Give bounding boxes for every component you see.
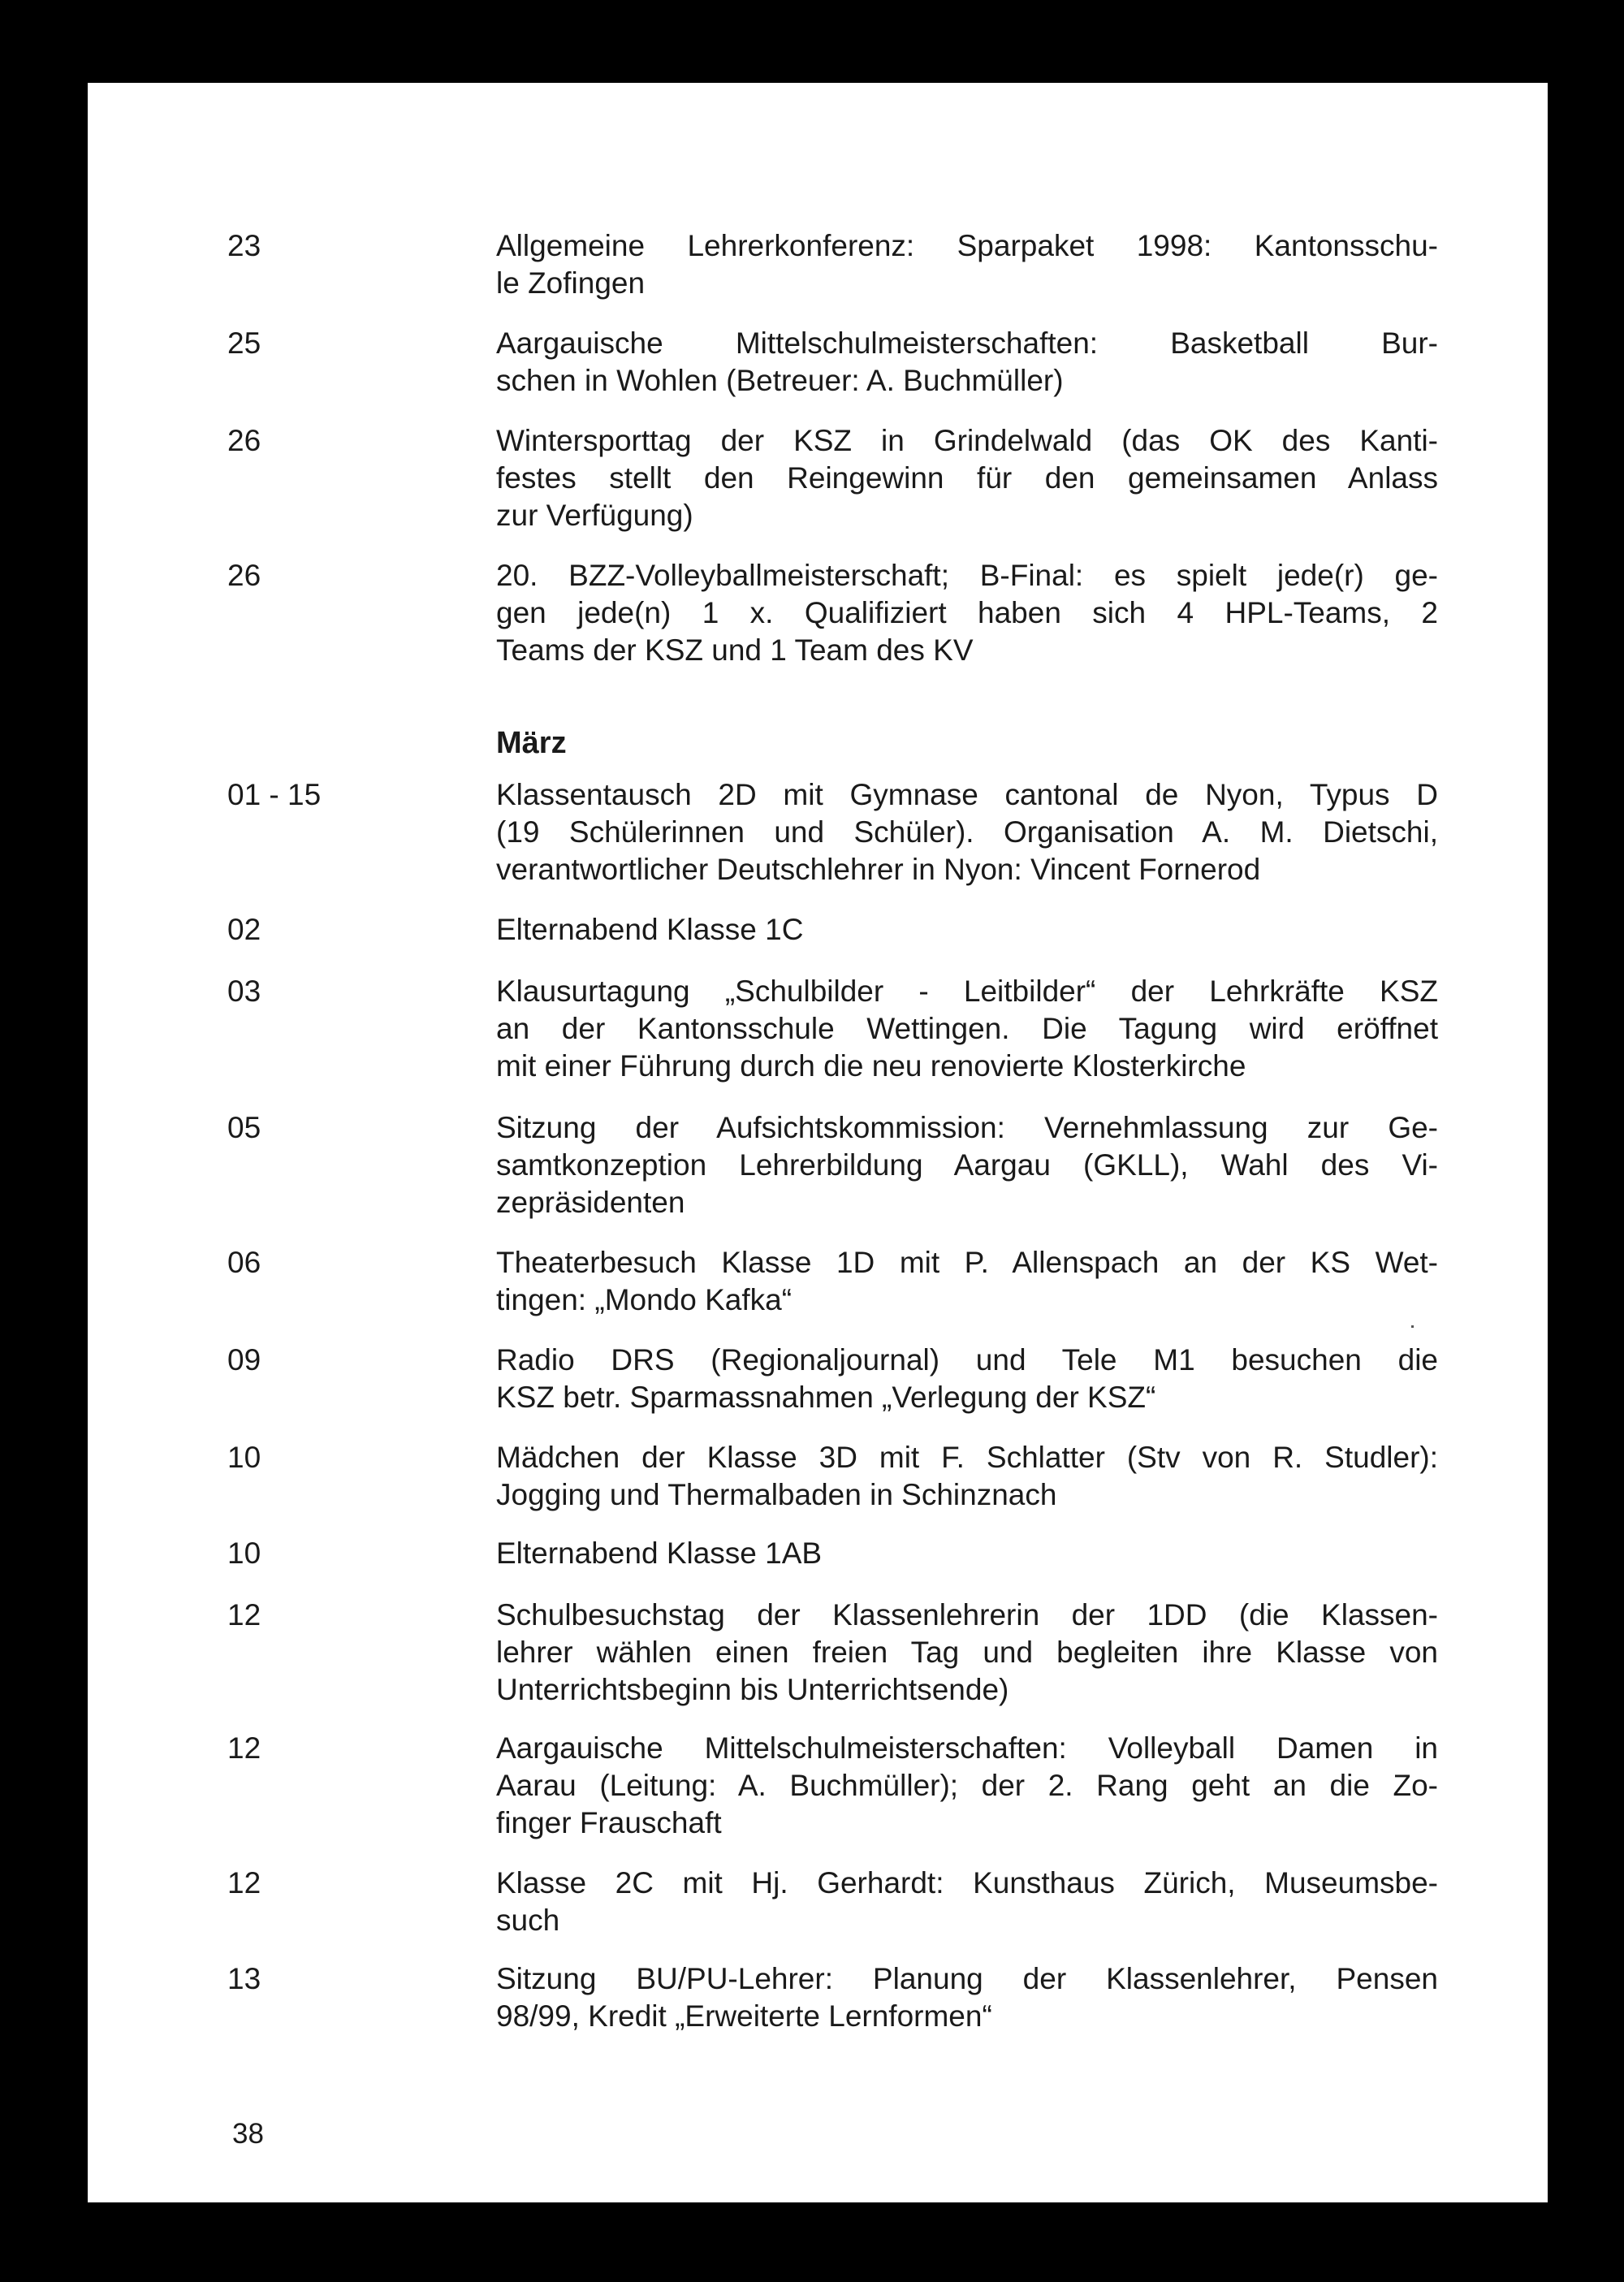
- entry-description: [496, 325, 1438, 400]
- entry-description: [496, 227, 1438, 302]
- entry-line: Schulbesuchstag der Klassenlehrerin der 1DD (die Klassen-: [496, 1598, 1438, 1632]
- entry-description: [496, 1597, 1438, 1709]
- entry-description: [496, 1730, 1438, 1842]
- entry-date: 12: [227, 1731, 261, 1765]
- entry-line: festes stellt den Reingewinn für den gemeinsamen Anlass: [496, 461, 1438, 495]
- entry-date: 06: [227, 1246, 261, 1279]
- entry-description: [496, 1865, 1438, 1939]
- entry-line: Radio DRS (Regionaljournal) und Tele M1 besuchen die: [496, 1343, 1438, 1377]
- entry-date: 12: [227, 1598, 261, 1632]
- entry-line: Wintersporttag der KSZ in Grindelwald (das OK des Kanti-: [496, 424, 1438, 457]
- entry-line: Elternabend Klasse 1C: [496, 913, 804, 946]
- entry-date: 02: [227, 913, 261, 946]
- entry-date: 10: [227, 1536, 261, 1570]
- entry-date: 10: [227, 1441, 261, 1474]
- entry-description: [496, 973, 1438, 1085]
- entry-line: KSZ betr. Sparmassnahmen „Verlegung der KSZ“: [496, 1381, 1156, 1414]
- entry-line: lehrer wählen einen freien Tag und begleiten ihre Klasse von: [496, 1636, 1438, 1669]
- entry-line: Elternabend Klasse 1AB: [496, 1536, 823, 1570]
- entry-line: Mädchen der Klasse 3D mit F. Schlatter (Stv von R. Studler):: [496, 1441, 1438, 1474]
- entry-line: zepräsidenten: [496, 1186, 685, 1219]
- entry-date: 05: [227, 1111, 261, 1144]
- entry-line: mit einer Führung durch die neu renovierte Klosterkirche: [496, 1049, 1246, 1083]
- entry-date: 03: [227, 975, 261, 1008]
- entry-description: [496, 776, 1438, 888]
- entry-description: [496, 1535, 1438, 1572]
- month-heading: März: [496, 726, 567, 760]
- entry-line: Klasse 2C mit Hj. Gerhardt: Kunsthaus Zürich, Museumsbe-: [496, 1866, 1438, 1900]
- entry-line: gen jede(n) 1 x. Qualifiziert haben sich 4 HPL-Teams, 2: [496, 596, 1438, 629]
- entry-date: 12: [227, 1866, 261, 1900]
- entry-line: Aargauische Mittelschulmeisterschaften: Volleyball Damen in: [496, 1731, 1438, 1765]
- entry-line: an der Kantonsschule Wettingen. Die Tagung wird eröffnet: [496, 1012, 1438, 1045]
- entry-date: 01 - 15: [227, 778, 322, 811]
- entry-line: such: [496, 1904, 560, 1937]
- entry-description: [496, 422, 1438, 534]
- entry-line: finger Frauschaft: [496, 1806, 722, 1839]
- entry-line: Sitzung BU/PU-Lehrer: Planung der Klassenlehrer, Pensen: [496, 1962, 1438, 1995]
- entry-line: Jogging und Thermalbaden in Schinznach: [496, 1478, 1057, 1511]
- document-page: [88, 83, 1548, 2202]
- entry-description: [496, 911, 1438, 949]
- entry-line: 98/99, Kredit „Erweiterte Lernformen“: [496, 1999, 992, 2033]
- entry-line: Aarau (Leitung: A. Buchmüller); der 2. Rang geht an die Zo-: [496, 1769, 1438, 1802]
- entry-line: verantwortlicher Deutschlehrer in Nyon: Vincent Fornerod: [496, 853, 1261, 886]
- entry-date: 26: [227, 424, 261, 457]
- entry-line: zur Verfügung): [496, 499, 693, 532]
- entry-line: Klausurtagung „Schulbilder - Leitbilder“ der Lehrkräfte KSZ: [496, 975, 1438, 1008]
- entry-description: [496, 1960, 1438, 2035]
- entry-description: [496, 1342, 1438, 1416]
- entry-line: tingen: „Mondo Kafka“: [496, 1283, 793, 1316]
- entry-line: Sitzung der Aufsichtskommission: Vernehmlassung zur Ge-: [496, 1111, 1438, 1144]
- scan-speck: [1411, 1325, 1414, 1328]
- entry-line: Theaterbesuch Klasse 1D mit P. Allenspach an der KS Wet-: [496, 1246, 1438, 1279]
- entry-line: samtkonzeption Lehrerbildung Aargau (GKLL), Wahl des Vi-: [496, 1148, 1438, 1182]
- page-number: 38: [232, 2118, 264, 2150]
- entry-line: schen in Wohlen (Betreuer: A. Buchmüller): [496, 364, 1064, 397]
- entry-line: 20. BZZ-Volleyballmeisterschaft; B-Final: es spielt jede(r) ge-: [496, 559, 1438, 592]
- entry-line: Allgemeine Lehrerkonferenz: Sparpaket 1998: Kantonsschu-: [496, 229, 1438, 262]
- entry-description: [496, 1109, 1438, 1221]
- entry-line: le Zofingen: [496, 266, 646, 300]
- entry-date: 09: [227, 1343, 261, 1377]
- entry-description: [496, 557, 1438, 669]
- entry-description: [496, 1244, 1438, 1319]
- entry-date: 23: [227, 229, 261, 262]
- entry-line: (19 Schülerinnen und Schüler). Organisation A. M. Dietschi,: [496, 815, 1438, 849]
- entry-line: Unterrichtsbeginn bis Unterrichtsende): [496, 1673, 1009, 1706]
- entry-line: Aargauische Mittelschulmeisterschaften: Basketball Bur-: [496, 326, 1438, 360]
- entry-description: [496, 1439, 1438, 1514]
- entry-date: 25: [227, 326, 261, 360]
- entry-line: Klassentausch 2D mit Gymnase cantonal de Nyon, Typus D: [496, 778, 1438, 811]
- entry-date: 13: [227, 1962, 261, 1995]
- entry-line: Teams der KSZ und 1 Team des KV: [496, 633, 974, 667]
- entry-date: 26: [227, 559, 261, 592]
